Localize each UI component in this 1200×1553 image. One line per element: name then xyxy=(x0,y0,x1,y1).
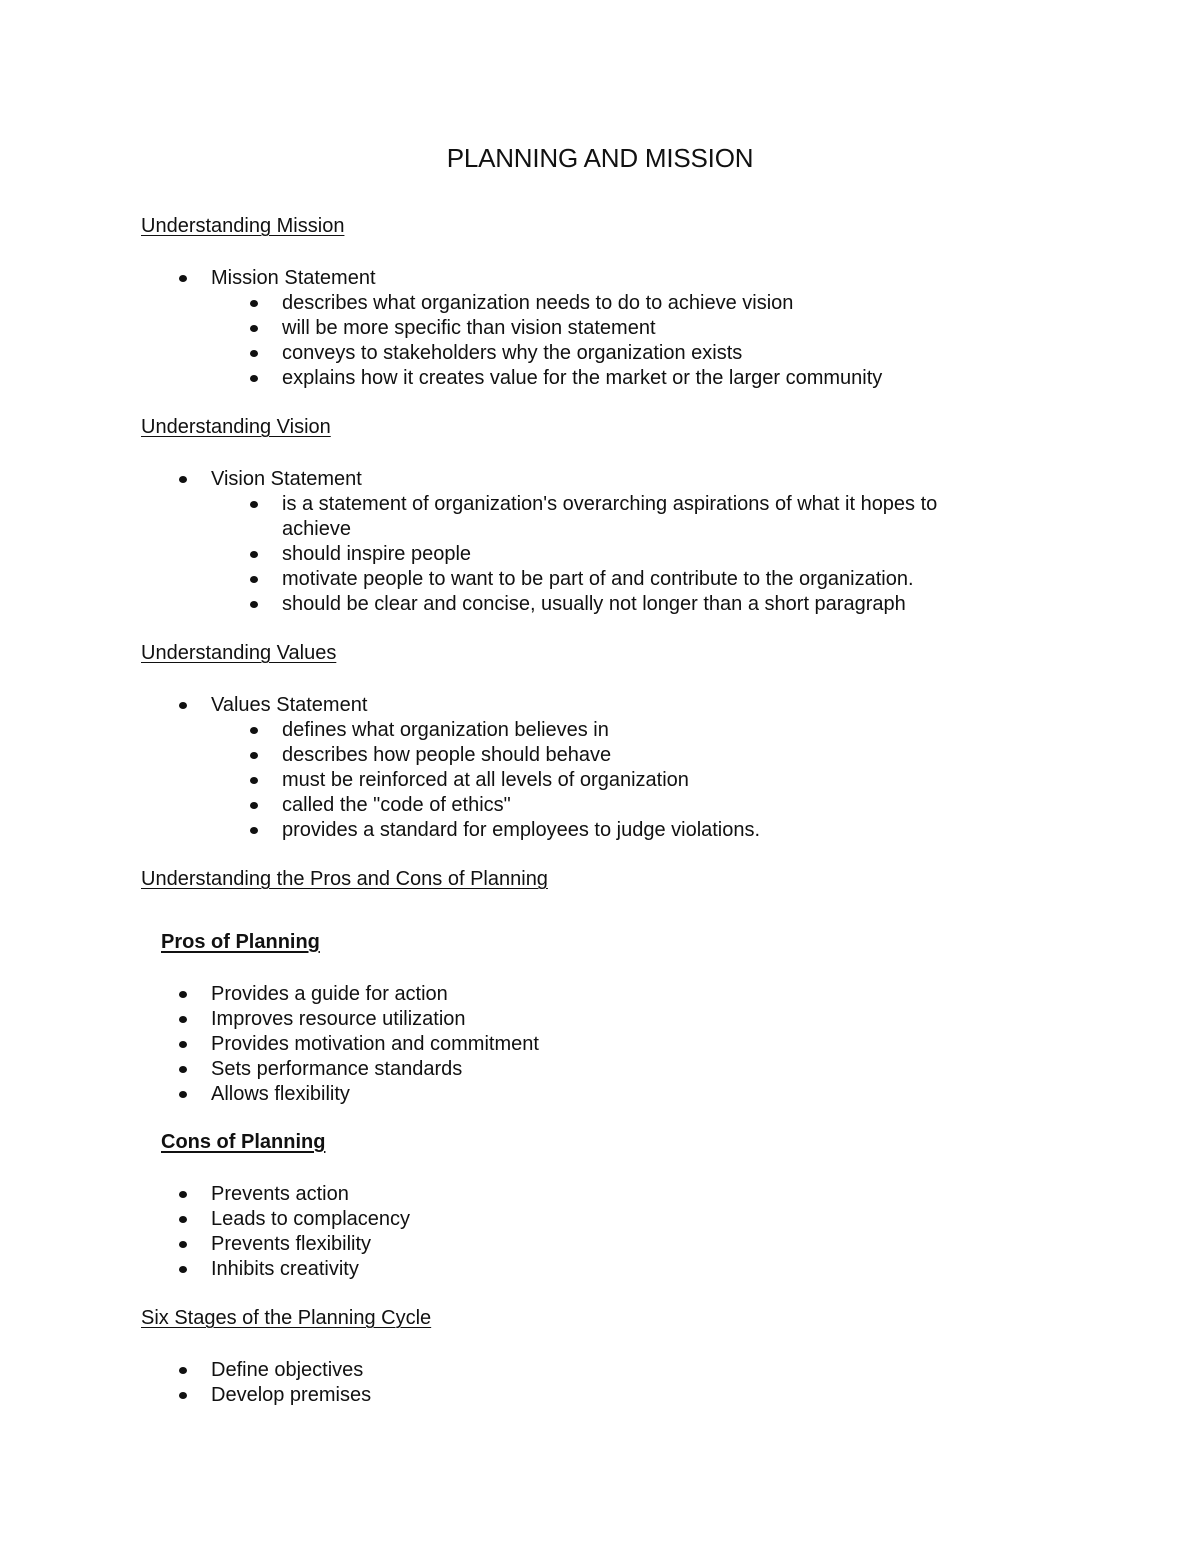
list-item-text: Develop premises xyxy=(211,1384,372,1406)
vision-list xyxy=(141,467,1041,617)
list-item xyxy=(141,693,1041,718)
list-item xyxy=(141,266,1041,291)
values-list xyxy=(141,693,1041,843)
list-item-text: conveys to stakeholders why the organization exists xyxy=(282,342,743,364)
list-item-text: called the "code of ethics" xyxy=(282,794,511,816)
list-item-text: Sets performance standards xyxy=(211,1058,463,1080)
bullet-icon xyxy=(250,601,258,608)
list-item xyxy=(141,793,1041,818)
list-item xyxy=(141,1358,1041,1383)
bullet-icon xyxy=(250,350,258,357)
list-item xyxy=(141,567,1041,592)
pros-heading: Pros of Planning xyxy=(161,931,320,953)
bullet-icon xyxy=(179,1216,187,1223)
section-heading-pros-cons: Understanding the Pros and Cons of Planning xyxy=(141,868,548,890)
bullet-icon xyxy=(250,727,258,734)
list-item-text: explains how it creates value for the market or the larger community xyxy=(282,367,883,389)
list-item xyxy=(141,316,1041,341)
list-item xyxy=(141,1383,1041,1408)
list-item xyxy=(141,982,1041,1007)
list-item xyxy=(141,366,1041,391)
bullet-icon xyxy=(250,551,258,558)
bullet-icon xyxy=(179,1266,187,1273)
list-item xyxy=(141,341,1041,366)
list-item-text: Values Statement xyxy=(211,694,368,716)
bullet-icon xyxy=(179,1016,187,1023)
list-item-text: Provides a guide for action xyxy=(211,983,448,1005)
bullet-icon xyxy=(179,1066,187,1073)
bullet-icon xyxy=(179,1091,187,1098)
list-item-text: Provides motivation and commitment xyxy=(211,1033,539,1055)
bullet-icon xyxy=(179,1392,187,1399)
list-item-text: Prevents action xyxy=(211,1183,349,1205)
section-heading-mission: Understanding Mission xyxy=(141,215,345,237)
list-item-text: Define objectives xyxy=(211,1359,364,1381)
list-item-text: is a statement of organization's overarching aspirations of what it hopes to achieve xyxy=(282,493,938,540)
list-item-text: motivate people to want to be part of and contribute to the organization. xyxy=(282,568,914,590)
list-item-text: Allows flexibility xyxy=(211,1083,350,1105)
list-item-text: Prevents flexibility xyxy=(211,1233,372,1255)
list-item xyxy=(141,1232,1041,1257)
list-item-text: defines what organization believes in xyxy=(282,719,609,741)
bullet-icon xyxy=(179,476,187,483)
list-item xyxy=(141,592,1041,617)
list-item xyxy=(141,1007,1041,1032)
page-title: PLANNING AND MISSION xyxy=(446,143,754,173)
list-item xyxy=(141,768,1041,793)
document-body xyxy=(141,213,1041,1408)
list-item-text: describes how people should behave xyxy=(282,744,612,766)
cons-heading: Cons of Planning xyxy=(161,1131,326,1153)
bullet-icon xyxy=(250,325,258,332)
mission-list xyxy=(141,266,1041,391)
bullet-icon xyxy=(250,827,258,834)
list-item-text: Inhibits creativity xyxy=(211,1258,359,1280)
bullet-icon xyxy=(250,777,258,784)
bullet-icon xyxy=(250,501,258,508)
bullet-icon xyxy=(179,275,187,282)
bullet-icon xyxy=(179,991,187,998)
section-heading-stages: Six Stages of the Planning Cycle xyxy=(141,1307,432,1329)
bullet-icon xyxy=(250,576,258,583)
list-item xyxy=(141,291,1041,316)
bullet-icon xyxy=(250,300,258,307)
list-item-text: Improves resource utilization xyxy=(211,1008,466,1030)
list-item-text: must be reinforced at all levels of organization xyxy=(282,769,689,791)
bullet-icon xyxy=(250,802,258,809)
pros-list xyxy=(141,982,1041,1107)
bullet-icon xyxy=(179,1241,187,1248)
list-item xyxy=(141,1182,1041,1207)
list-item xyxy=(141,1207,1041,1232)
list-item-text: provides a standard for employees to judge violations. xyxy=(282,819,761,841)
list-item xyxy=(141,1057,1041,1082)
list-item xyxy=(141,818,1041,843)
list-item xyxy=(141,1257,1041,1282)
bullet-icon xyxy=(179,702,187,709)
bullet-icon xyxy=(250,375,258,382)
list-item xyxy=(141,1082,1041,1107)
list-item xyxy=(141,718,1041,743)
bullet-icon xyxy=(250,752,258,759)
cons-list xyxy=(141,1182,1041,1282)
stages-list xyxy=(141,1358,1041,1408)
list-item-text: describes what organization needs to do to achieve vision xyxy=(282,292,794,314)
list-item-text: Mission Statement xyxy=(211,267,376,289)
section-heading-values: Understanding Values xyxy=(141,642,337,664)
section-heading-vision: Understanding Vision xyxy=(141,416,331,438)
list-item-text: will be more specific than vision statement xyxy=(282,317,656,339)
list-item-text: Vision Statement xyxy=(211,468,362,490)
list-item-text: should be clear and concise, usually not longer than a short paragraph xyxy=(282,593,906,615)
bullet-icon xyxy=(179,1191,187,1198)
list-item xyxy=(141,492,1002,542)
list-item-text: should inspire people xyxy=(282,543,472,565)
list-item xyxy=(141,743,1041,768)
list-item xyxy=(141,467,1041,492)
list-item xyxy=(141,542,1041,567)
bullet-icon xyxy=(179,1367,187,1374)
bullet-icon xyxy=(179,1041,187,1048)
list-item xyxy=(141,1032,1041,1057)
list-item-text: Leads to complacency xyxy=(211,1208,411,1230)
